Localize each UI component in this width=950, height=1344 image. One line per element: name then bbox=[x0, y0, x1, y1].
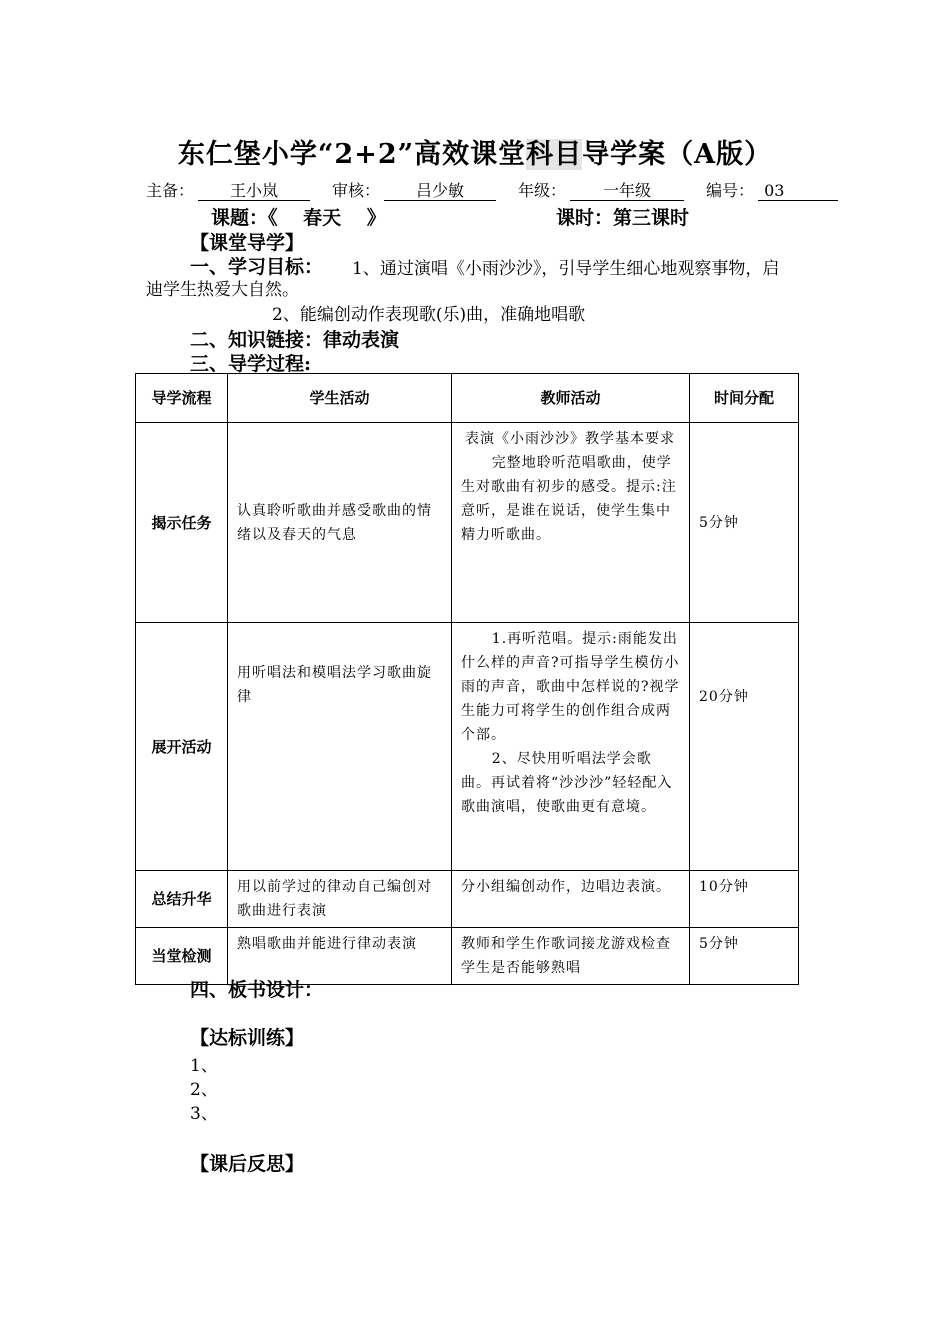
student-activity: 熟唱歌曲并能进行律动表演 bbox=[237, 936, 417, 952]
process-heading: 三、导学过程: bbox=[190, 353, 312, 375]
review-value: 吕少敏 bbox=[384, 182, 496, 201]
header-time: 时间分配 bbox=[690, 374, 799, 423]
lesson-period: 课时：第三课时 bbox=[556, 207, 690, 229]
practice-item-2: 2、 bbox=[190, 1080, 218, 1100]
lead-value: 王小岚 bbox=[198, 182, 310, 201]
teacher-activity-p1: 1.再听范唱。提示:雨能发出什么样的声音?可指导学生模仿小雨的声音，歌曲中怎样说的?视学生能力可将学生的创作组合成两个部。 bbox=[461, 631, 680, 743]
review-label: 审核： bbox=[332, 181, 381, 200]
time-allocation: 20分钟 bbox=[699, 689, 749, 705]
time-allocation: 5分钟 bbox=[699, 514, 739, 531]
table-row bbox=[136, 423, 799, 623]
practice-heading: 【达标训练】 bbox=[190, 1027, 305, 1049]
header-teacher: 教师活动 bbox=[452, 374, 690, 423]
goal-1-line2: 迪学生热爱大自然。 bbox=[146, 280, 299, 300]
practice-item-3: 3、 bbox=[190, 1104, 218, 1124]
student-activity: 用以前学过的律动自己编创对歌曲进行表演 bbox=[237, 879, 432, 919]
board-design-heading: 四、板书设计： bbox=[190, 979, 324, 1001]
table-header-row bbox=[136, 374, 799, 423]
title-part-2: 导学案（A版） bbox=[582, 139, 773, 170]
student-activity: 认真聆听歌曲并感受歌曲的情绪以及春天的气息 bbox=[237, 502, 432, 543]
table-row bbox=[136, 623, 799, 871]
time-allocation: 10分钟 bbox=[699, 879, 749, 895]
stage-cell: 当堂检测 bbox=[136, 928, 228, 985]
stage-cell: 揭示任务 bbox=[136, 423, 228, 623]
goal-2: 2、能编创动作表现歌(乐)曲，准确地唱歌 bbox=[272, 305, 586, 325]
reflection-heading: 【课后反思】 bbox=[190, 1153, 305, 1175]
guide-process-table bbox=[135, 373, 799, 985]
number-label: 编号： bbox=[706, 181, 755, 200]
stage-cell: 展开活动 bbox=[136, 623, 228, 871]
teacher-activity-p2: 完整地聆听范唱歌曲，使学生对歌曲有初步的感受。提示:注意听，是谁在说话，使学生集中精力听歌曲。 bbox=[461, 455, 677, 543]
section-guide-heading: 【课堂导学】 bbox=[190, 232, 305, 254]
meta-row bbox=[146, 178, 838, 201]
grade-label: 年级： bbox=[518, 181, 567, 200]
lead-label: 主备： bbox=[146, 181, 195, 200]
title-part-1: 东仁堡小学“2+2”高效课堂 bbox=[177, 139, 527, 170]
header-stage: 导学流程 bbox=[136, 374, 228, 423]
grade-value: 一年级 bbox=[570, 182, 684, 201]
time-allocation: 5分钟 bbox=[699, 936, 739, 952]
title-highlight: 科目 bbox=[526, 139, 583, 170]
goal-heading: 一、学习目标： bbox=[190, 256, 324, 278]
student-activity: 用听唱法和模唱法学习歌曲旋律 bbox=[237, 665, 432, 705]
practice-item-1: 1、 bbox=[190, 1056, 218, 1076]
teacher-activity-p2: 2、尽快用听唱法学会歌曲。再试着将“沙沙沙”轻轻配入歌曲演唱，使歌曲更有意境。 bbox=[461, 751, 673, 815]
stage-cell: 总结升华 bbox=[136, 871, 228, 928]
goal-1-line1: 1、通过演唱《小雨沙沙》，引导学生细心地观察事物，启 bbox=[352, 259, 780, 279]
header-student: 学生活动 bbox=[228, 374, 452, 423]
lesson-topic: 课题：《 春天 》 bbox=[211, 207, 386, 229]
teacher-activity: 教师和学生作歌词接龙游戏检查学生是否能够熟唱 bbox=[461, 936, 671, 976]
teacher-activity-p1: 表演《小雨沙沙》教学基本要求 bbox=[465, 431, 675, 447]
number-value: 03 bbox=[758, 182, 838, 201]
document-title bbox=[0, 132, 950, 171]
teacher-activity: 分小组编创动作，边唱边表演。 bbox=[461, 879, 671, 895]
knowledge-link: 二、知识链接：律动表演 bbox=[190, 329, 400, 351]
table-row bbox=[136, 871, 799, 928]
